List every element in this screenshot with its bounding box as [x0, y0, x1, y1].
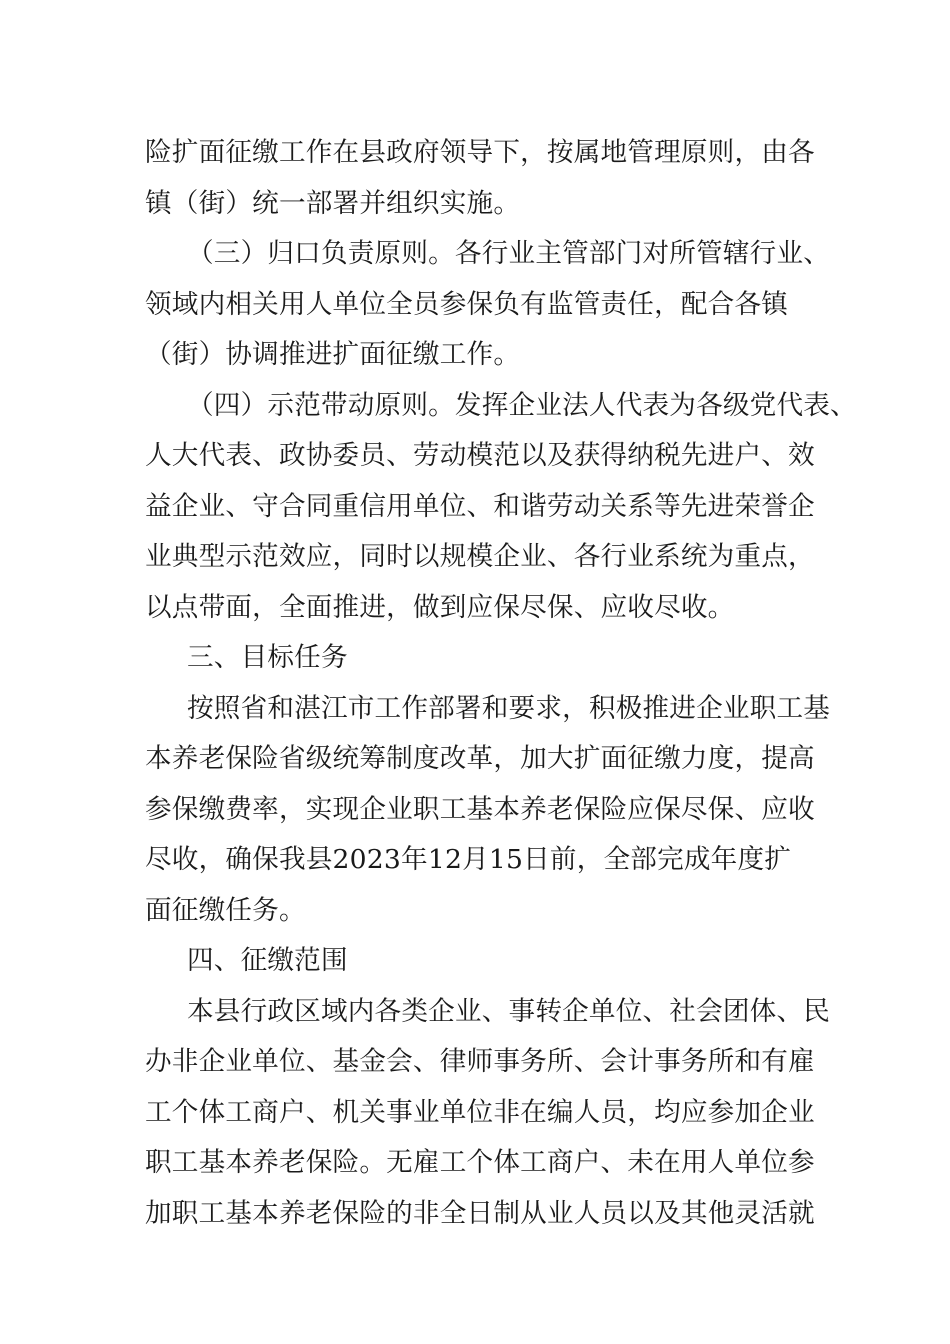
text-line: 业典型示范效应，同时以规模企业、各行业系统为重点， — [145, 541, 815, 572]
text-line: 本县行政区域内各类企业、事转企单位、社会团体、民 — [187, 995, 831, 1027]
text-line: 人大代表、政协委员、劳动模范以及获得纳税先进户、效 — [145, 440, 815, 471]
document-body — [145, 128, 857, 1239]
text-line: 尽收，确保我县2023年12月15日前，全部完成年度扩 — [145, 844, 792, 875]
text-line: 参保缴费率，实现企业职工基本养老保险应保尽保、应收 — [145, 793, 815, 825]
text-line: 办非企业单位、基金会、律师事务所、会计事务所和有雇 — [145, 1046, 815, 1077]
text-line: 加职工基本养老保险的非全日制从业人员以及其他灵活就 — [145, 1197, 815, 1229]
text-line: 领域内相关用人单位全员参保负有监管责任，配合各镇 — [145, 288, 789, 320]
text-line: 面征缴任务。 — [145, 894, 306, 926]
text-line: 四、征缴范围 — [187, 945, 348, 976]
text-line: 按照省和湛江市工作部署和要求，积极推进企业职工基 — [187, 692, 831, 724]
text-line: （四）示范带动原则。发挥企业法人代表为各级党代表、 — [187, 389, 857, 421]
text-line: （街）协调推进扩面征缴工作。 — [145, 339, 521, 370]
text-line: 益企业、守合同重信用单位、和谐劳动关系等先进荣誉企 — [145, 490, 815, 522]
text-line: （三）归口负责原则。各行业主管部门对所管辖行业、 — [187, 238, 831, 269]
text-line: 三、目标任务 — [187, 642, 348, 673]
text-line: 工个体工商户、机关事业单位非在编人员，均应参加企业 — [145, 1096, 815, 1128]
text-line: 本养老保险省级统筹制度改革，加大扩面征缴力度，提高 — [145, 743, 815, 774]
text-line: 险扩面征缴工作在县政府领导下，按属地管理原则，由各 — [145, 137, 815, 168]
text-line: 镇（街）统一部署并组织实施。 — [145, 187, 521, 219]
text-line: 职工基本养老保险。无雇工个体工商户、未在用人单位参 — [145, 1147, 815, 1178]
text-line: 以点带面，全面推进，做到应保尽保、应收尽收。 — [145, 591, 735, 623]
